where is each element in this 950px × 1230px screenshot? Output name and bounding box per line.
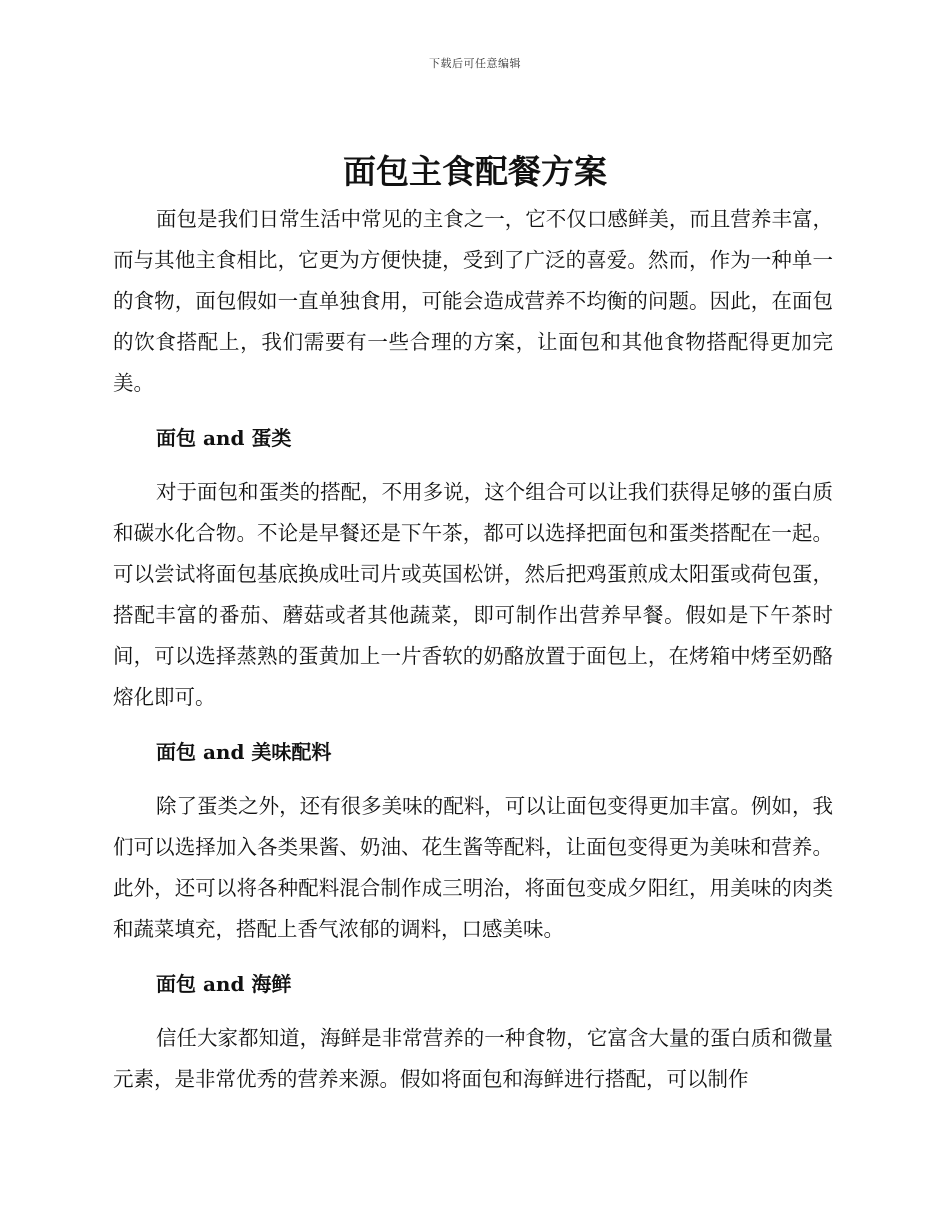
section-body-toppings: 除了蛋类之外，还有很多美味的配料，可以让面包变得更加丰富。例如，我们可以选择加入各类果酱、奶油、花生酱等配料，让面包变得更为美味和营养。此外，还可以将各种配料混合制作成三明治，将面包变成夕阳红，用美味的肉类和蔬菜填充，搭配上香气浓郁的调料，口感美味。 <box>113 794 833 941</box>
header-note: 下载后可任意编辑 <box>429 57 521 70</box>
section-body-seafood: 信任大家都知道，海鲜是非常营养的一种食物，它富含大量的蛋白质和微量元素，是非常优秀的营养来源。假如将面包和海鲜进行搭配，可以制作 <box>113 1026 833 1091</box>
section-heading-seafood: 面包 and 海鲜 <box>156 972 292 996</box>
section-heading-eggs: 面包 and 蛋类 <box>156 426 292 450</box>
section-heading-toppings: 面包 and 美味配料 <box>156 740 332 764</box>
intro-paragraph: 面包是我们日常生活中常见的主食之一，它不仅口感鲜美，而且营养丰富，而与其他主食相比，它更为方便快捷，受到了广泛的喜爱。然而，作为一种单一的食物，面包假如一直单独食用，可能会造成营养不均衡的问题。因此，在面包的饮食搭配上，我们需要有一些合理的方案，让面包和其他食物搭配得更加完美。 <box>113 207 833 395</box>
section-body-eggs: 对于面包和蛋类的搭配，不用多说，这个组合可以让我们获得足够的蛋白质和碳水化合物。不论是早餐还是下午茶，都可以选择把面包和蛋类搭配在一起。可以尝试将面包基底换成吐司片或英国松饼，然后把鸡蛋煎成太阳蛋或荷包蛋，搭配丰富的番茄、蘑菇或者其他蔬菜，即可制作出营养早餐。假如是下午茶时间，可以选择蒸熟的蛋黄加上一片香软的奶酪放置于面包上，在烤箱中烤至奶酪熔化即可。 <box>113 480 833 709</box>
document-body <box>113 199 833 1100</box>
page-title: 面包主食配餐方案 <box>343 152 607 191</box>
